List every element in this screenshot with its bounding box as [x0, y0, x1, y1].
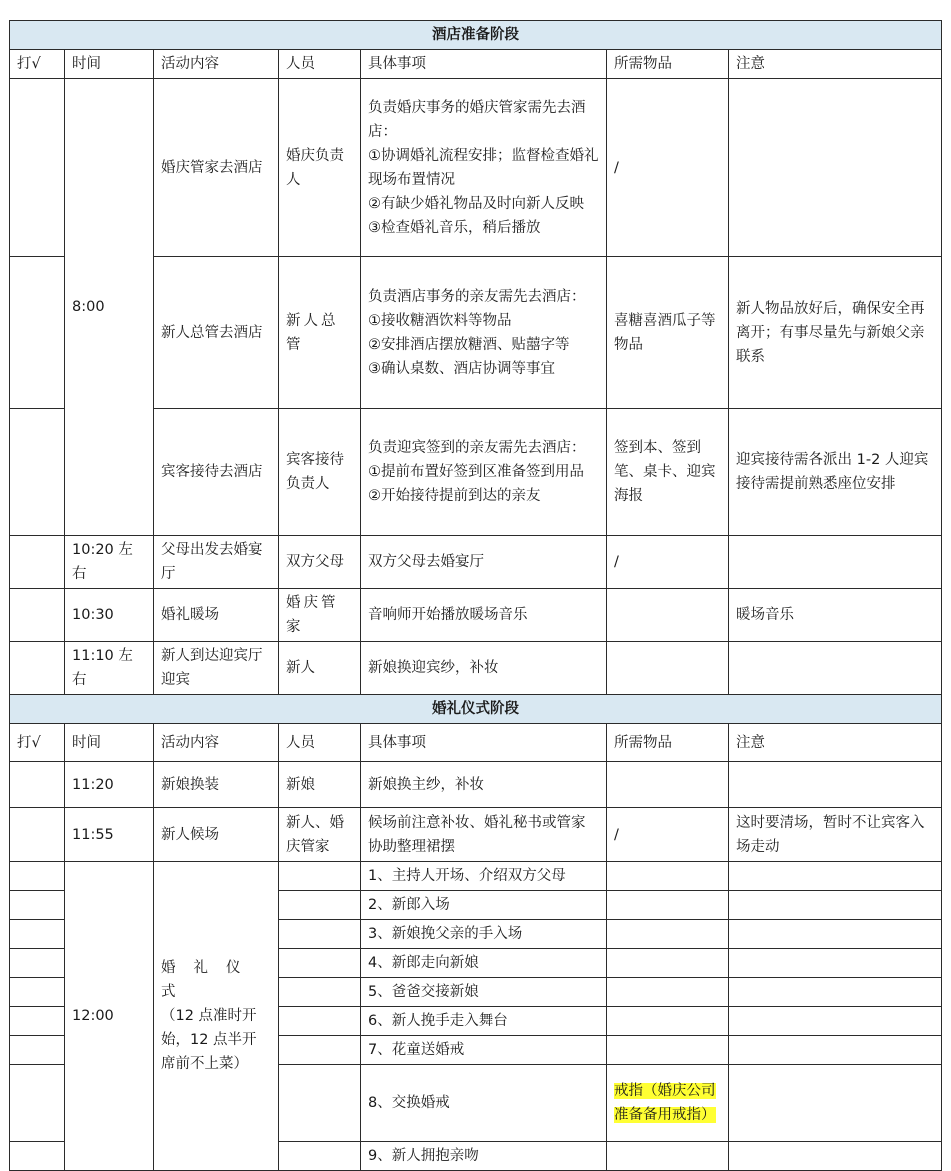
detail-cell [361, 79, 607, 257]
detail-cell: 4、新郎走向新娘 [361, 949, 607, 978]
table-row [10, 589, 942, 642]
note-cell [729, 1142, 942, 1171]
person-cell [279, 862, 361, 891]
header-row [10, 724, 942, 762]
note-cell: 暖场音乐 [729, 589, 942, 642]
checkbox-cell[interactable] [10, 79, 65, 257]
note-cell: 这时要清场，暂时不让宾客入场走动 [729, 808, 942, 862]
items-cell [607, 862, 729, 891]
time-cell: 10:20 左右 [65, 536, 154, 589]
detail-cell: 1、主持人开场、介绍双方父母 [361, 862, 607, 891]
person-cell: 婚庆管家 [279, 589, 361, 642]
table-row [10, 862, 942, 891]
detail-cell: 9、新人拥抱亲吻 [361, 1142, 607, 1171]
items-cell [607, 949, 729, 978]
section-title-hotel-prep: 酒店准备阶段 [10, 21, 942, 50]
detail-line: ③确认桌数、酒店协调等事宜 [368, 360, 555, 377]
note-cell [729, 862, 942, 891]
col-header-activity: 活动内容 [154, 50, 279, 79]
col-header-note: 注意 [729, 724, 942, 762]
time-cell: 12:00 [65, 862, 154, 1171]
checkbox-cell[interactable] [10, 1142, 65, 1171]
col-header-detail: 具体事项 [361, 724, 607, 762]
activity-cell: 婚庆管家去酒店 [154, 79, 279, 257]
detail-line: 负责酒店事务的亲友需先去酒店： [368, 288, 586, 305]
col-header-activity: 活动内容 [154, 724, 279, 762]
note-cell: 迎宾接待需各派出 1-2 人迎宾接待需提前熟悉座位安排 [729, 409, 942, 536]
checkbox-cell[interactable] [10, 978, 65, 1007]
person-cell: 新人总管 [279, 257, 361, 409]
note-cell [729, 1065, 942, 1142]
detail-line: ①接收糖酒饮料等物品 [368, 312, 512, 329]
person-cell: 新人 [279, 642, 361, 695]
col-header-time: 时间 [65, 50, 154, 79]
detail-cell: 8、交换婚戒 [361, 1065, 607, 1142]
checkbox-cell[interactable] [10, 891, 65, 920]
person-cell: 宾客接待负责人 [279, 409, 361, 536]
ring-items-highlight: 戒指（婚庆公司准备备用戒指） [614, 1083, 716, 1123]
items-cell: / [607, 79, 729, 257]
detail-line: ①提前布置好签到区准备签到用品 [368, 464, 584, 480]
col-header-time: 时间 [65, 724, 154, 762]
note-cell [729, 891, 942, 920]
items-cell [607, 1065, 729, 1142]
checkbox-cell[interactable] [10, 920, 65, 949]
person-cell: 双方父母 [279, 536, 361, 589]
detail-cell: 新娘换迎宾纱，补妆 [361, 642, 607, 695]
checkbox-cell[interactable] [10, 409, 65, 536]
detail-cell: 2、新郎入场 [361, 891, 607, 920]
activity-cell: 新人总管去酒店 [154, 257, 279, 409]
person-cell [279, 978, 361, 1007]
checkbox-cell[interactable] [10, 257, 65, 409]
detail-cell [361, 257, 607, 409]
items-cell [607, 1036, 729, 1065]
table-row [10, 642, 942, 695]
detail-line: 负责迎宾签到的亲友需先去酒店： [368, 440, 586, 456]
col-header-items: 所需物品 [607, 50, 729, 79]
activity-cell: 新人候场 [154, 808, 279, 862]
note-cell [729, 920, 942, 949]
checkbox-cell[interactable] [10, 1065, 65, 1142]
col-header-check: 打√ [10, 50, 65, 79]
items-cell: 签到本、签到笔、桌卡、迎宾海报 [607, 409, 729, 536]
detail-cell: 新娘换主纱，补妆 [361, 762, 607, 808]
checkbox-cell[interactable] [10, 862, 65, 891]
detail-cell: 7、花童送婚戒 [361, 1036, 607, 1065]
checkbox-cell[interactable] [10, 642, 65, 695]
activity-cell: 新娘换装 [154, 762, 279, 808]
note-cell [729, 978, 942, 1007]
note-cell [729, 1007, 942, 1036]
note-cell [729, 1036, 942, 1065]
items-cell [607, 920, 729, 949]
detail-cell: 候场前注意补妆、婚礼秘书或管家协助整理裙摆 [361, 808, 607, 862]
checkbox-cell[interactable] [10, 762, 65, 808]
note-cell [729, 536, 942, 589]
person-cell [279, 1065, 361, 1142]
detail-line: ②有缺少婚礼物品及时向新人反映 [368, 195, 584, 212]
note-cell [729, 949, 942, 978]
items-cell: / [607, 808, 729, 862]
col-header-person: 人员 [279, 50, 361, 79]
activity-cell: 婚礼暖场 [154, 589, 279, 642]
activity-cell: 宾客接待去酒店 [154, 409, 279, 536]
table-row [10, 808, 942, 862]
detail-line: ③检查婚礼音乐，稍后播放 [368, 219, 541, 236]
person-cell: 新娘 [279, 762, 361, 808]
note-cell [729, 642, 942, 695]
items-cell [607, 762, 729, 808]
col-header-items: 所需物品 [607, 724, 729, 762]
note-cell [729, 79, 942, 257]
time-cell: 8:00 [65, 79, 154, 536]
note-cell [729, 762, 942, 808]
table-row [10, 536, 942, 589]
section-title-ceremony: 婚礼仪式阶段 [10, 695, 942, 724]
checkbox-cell[interactable] [10, 536, 65, 589]
detail-cell: 3、新娘挽父亲的手入场 [361, 920, 607, 949]
items-cell [607, 891, 729, 920]
person-cell: 婚庆负责人 [279, 79, 361, 257]
col-header-note: 注意 [729, 50, 942, 79]
activity-title: 婚礼仪式 [161, 960, 259, 1000]
items-cell: 喜糖喜酒瓜子等物品 [607, 257, 729, 409]
items-cell [607, 642, 729, 695]
items-cell [607, 978, 729, 1007]
person-cell [279, 1007, 361, 1036]
person-cell [279, 891, 361, 920]
person-cell [279, 1142, 361, 1171]
items-cell [607, 1142, 729, 1171]
header-row [10, 50, 942, 79]
activity-cell: 新人到达迎宾厅迎宾 [154, 642, 279, 695]
note-cell: 新人物品放好后，确保安全再离开；有事尽量先与新娘父亲联系 [729, 257, 942, 409]
table-row [10, 79, 942, 257]
detail-cell: 5、爸爸交接新娘 [361, 978, 607, 1007]
checkbox-cell[interactable] [10, 1036, 65, 1065]
schedule-table [9, 20, 942, 1171]
person-cell: 新人、婚庆管家 [279, 808, 361, 862]
detail-cell: 6、新人挽手走入舞台 [361, 1007, 607, 1036]
person-cell [279, 1036, 361, 1065]
detail-cell: 音响师开始播放暖场音乐 [361, 589, 607, 642]
time-cell: 11:55 [65, 808, 154, 862]
activity-cell [154, 862, 279, 1171]
items-cell [607, 1007, 729, 1036]
time-cell: 11:20 [65, 762, 154, 808]
detail-line: 负责婚庆事务的婚庆管家需先去酒店： [368, 99, 586, 140]
detail-cell: 双方父母去婚宴厅 [361, 536, 607, 589]
checkbox-cell[interactable] [10, 589, 65, 642]
col-header-detail: 具体事项 [361, 50, 607, 79]
col-header-check: 打√ [10, 724, 65, 762]
checkbox-cell[interactable] [10, 1007, 65, 1036]
checkbox-cell[interactable] [10, 949, 65, 978]
person-cell [279, 920, 361, 949]
items-cell [607, 589, 729, 642]
col-header-person: 人员 [279, 724, 361, 762]
time-cell: 11:10 左右 [65, 642, 154, 695]
activity-subtitle: （12 点准时开始，12 点半开席前不上菜） [161, 1008, 257, 1072]
activity-cell: 父母出发去婚宴厅 [154, 536, 279, 589]
detail-line: ①协调婚礼流程安排；监督检查婚礼现场布置情况 [368, 147, 599, 188]
table-row [10, 762, 942, 808]
detail-cell [361, 409, 607, 536]
checkbox-cell[interactable] [10, 808, 65, 862]
person-cell [279, 949, 361, 978]
time-cell: 10:30 [65, 589, 154, 642]
items-cell: / [607, 536, 729, 589]
detail-line: ②安排酒店摆放糖酒、贴囍字等 [368, 336, 570, 353]
detail-line: ②开始接待提前到达的亲友 [368, 488, 541, 504]
